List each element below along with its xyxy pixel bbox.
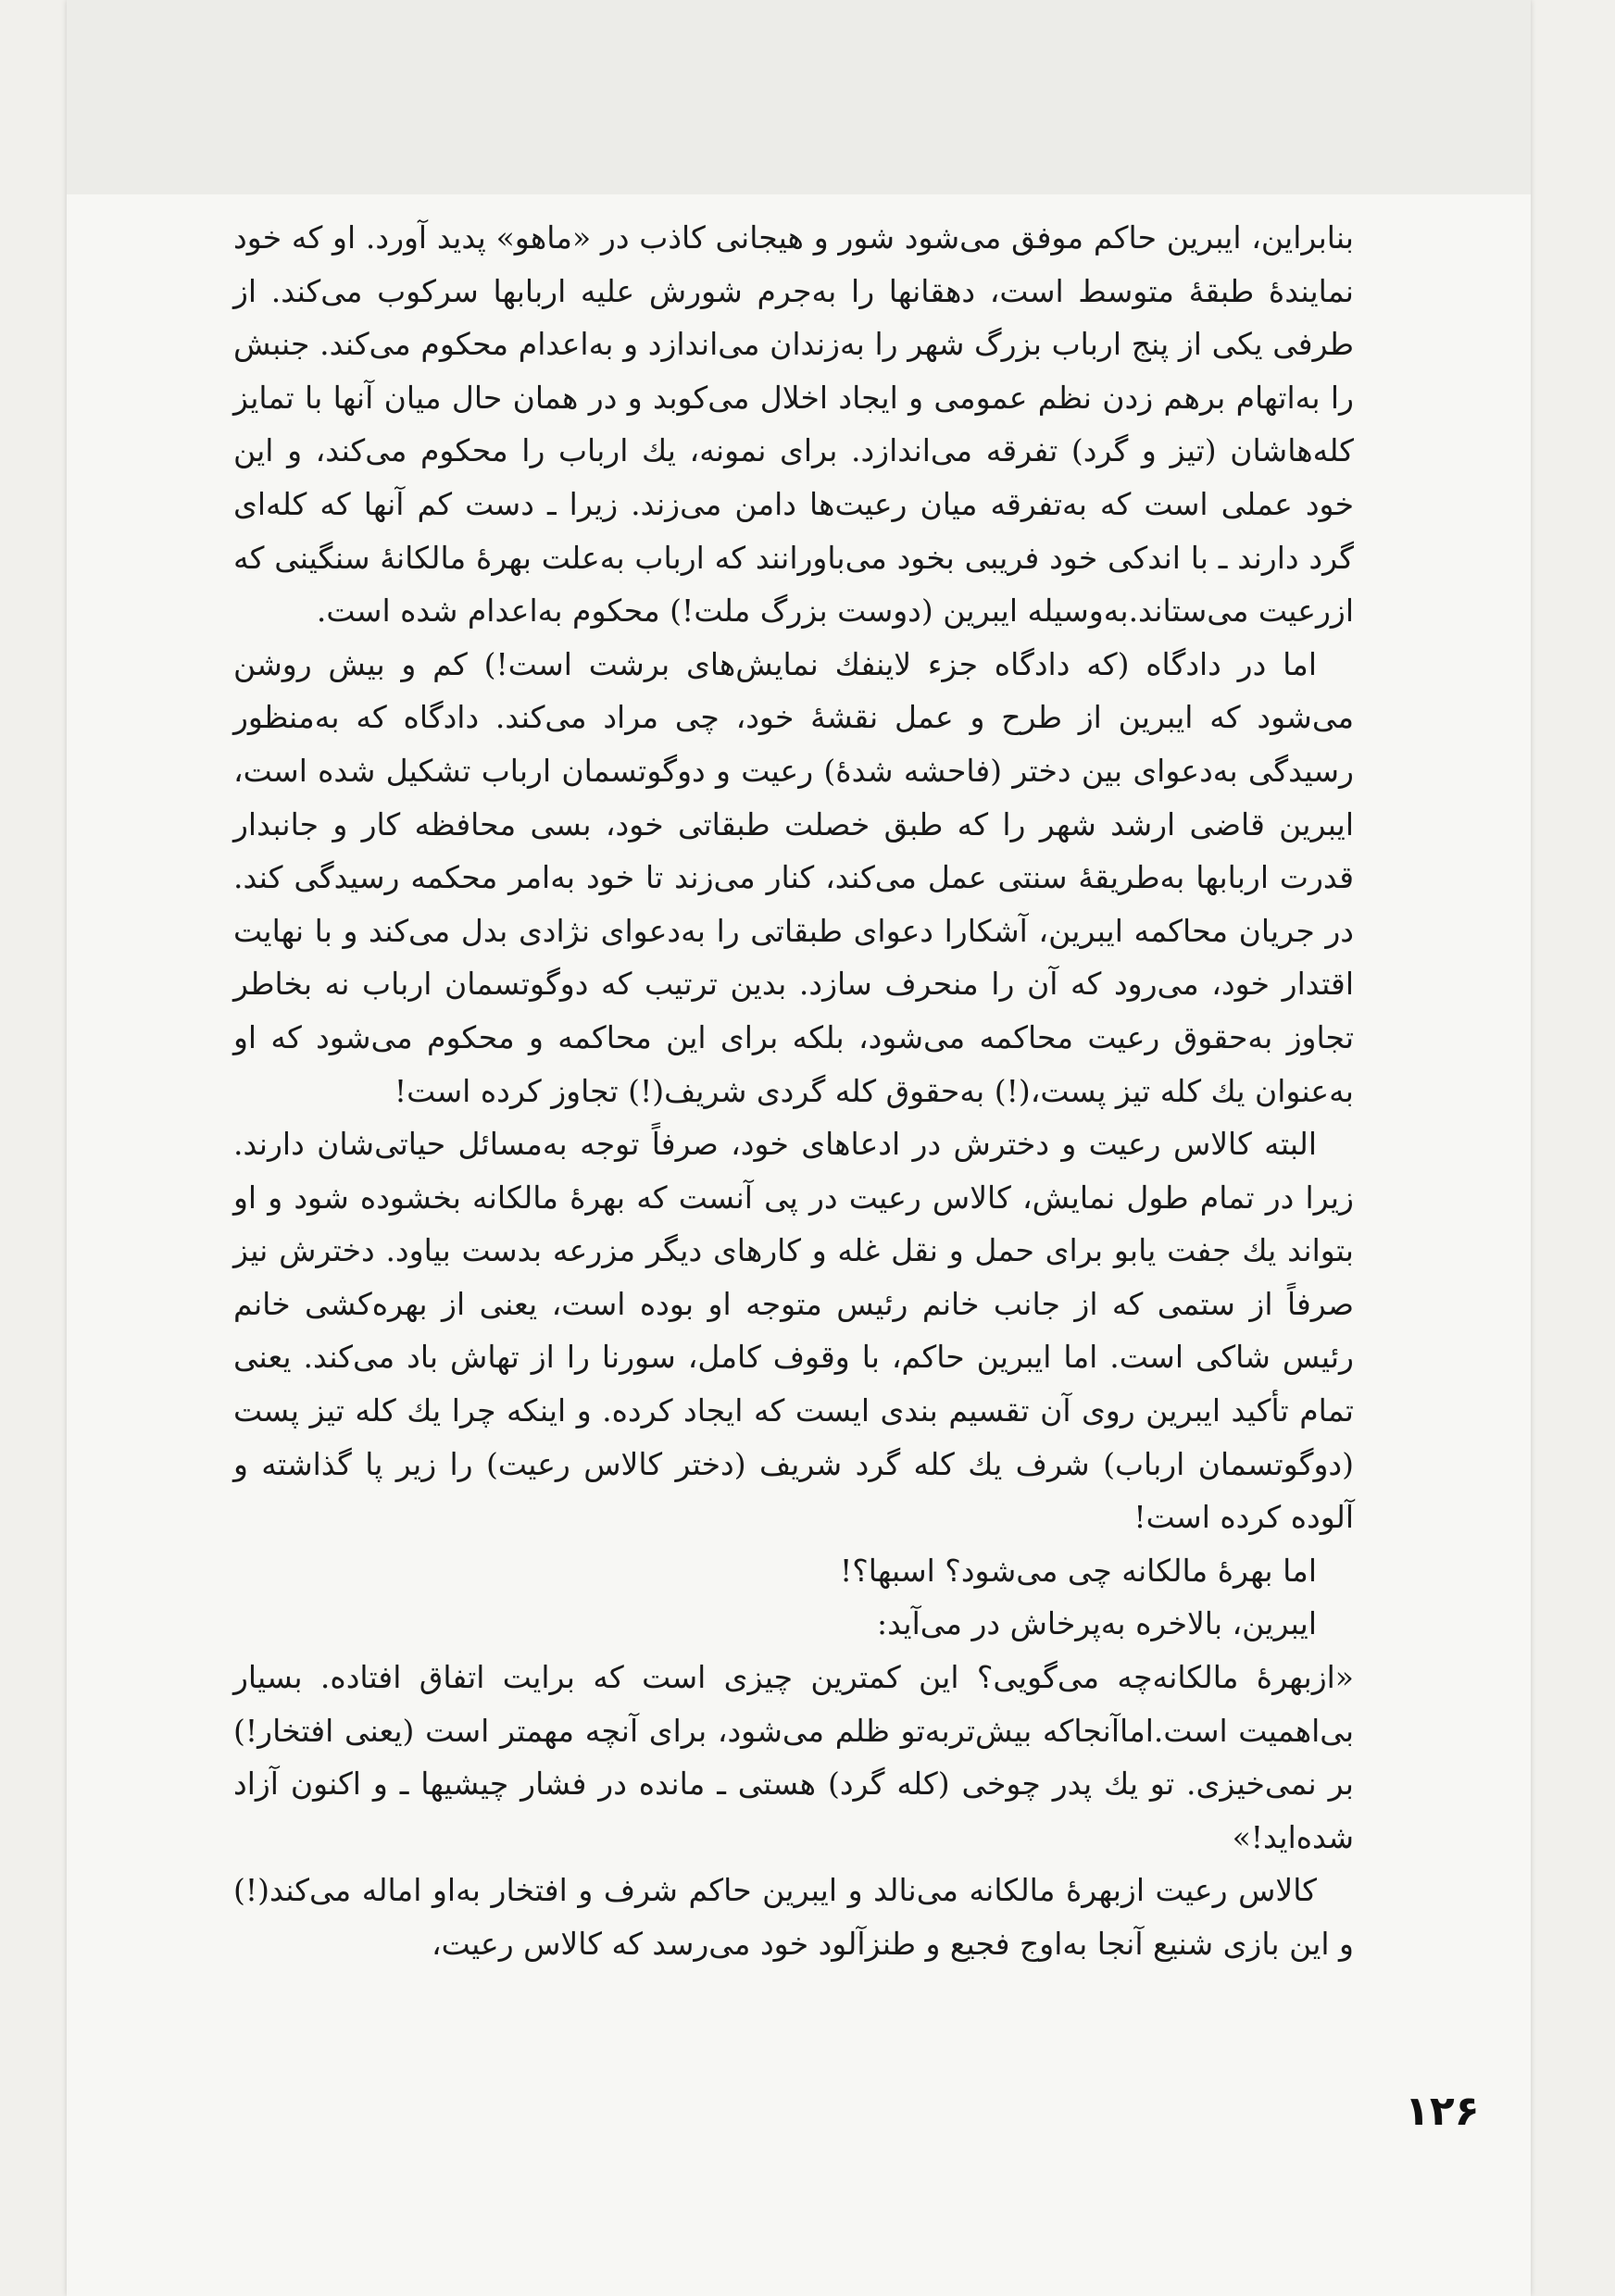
- paragraph: بنابراین، ایبرین حاکم موفق می‌شود شور و هیجانی کاذب در «ماهو» پدید آورد. او که خود نمایندهٔ طبقهٔ متوسط است، دهقانها را به‌جرم شورش علیه اربابها سرکوب می‌کند. از طرفی یکی از پنج ارباب بزرگ شهر را به‌زندان می‌اندازد و به‌اعدام محکوم می‌کند. جنبش را به‌اتهام برهم زدن نظم عمومی و ایجاد اخلال می‌کوبد و در همان حال میان آنها با تمایز کله‌هاشان (تیز و گرد) تفرقه می‌اندازد. برای نمونه، یك ارباب را محکوم می‌کند، و این خود عملی است که به‌تفرقه میان رعیت‌ها دامن می‌زند. زیرا ـ دست کم آنها که کله‌ای گرد دارند ـ با اندکی خود فریبی بخود می‌باورانند که ارباب به‌علت بهرهٔ مالکانهٔ سنگینی که ازرعیت می‌ستاند.به‌وسیله ایبرین (دوست بزرگ ملت!) محکوم به‌اعدام شده است.: [233, 219, 1354, 630]
- paragraph: البته کالاس رعیت و دخترش در ادعاهای خود، صرفاً توجه به‌مسائل حیاتی‌شان دارند. زیرا در تمام طول نمایش، کالاس رعیت در پی آنست که بهرهٔ مالکانه بخشوده شود و او بتواند یك جفت یابو برای حمل و نقل غله و کارهای دیگر مزرعه بدست بیاود. دخترش نیز صرفاً از ستمی که از جانب خانم رئیس متوجه او بوده است، یعنی از بهره‌کشی خانم رئیس شاکی است. اما ایبرین حاکم، با وقوف کامل، سورنا را از تهاش باد می‌کند. یعنی تمام تأکید ایبرین روی آن تقسیم بندی ایست که ایجاد کرده. و اینکه چرا یك کله تیز پست (دوگوتسمان ارباب) شرف یك کله گرد شریف (دختر کالاس رعیت) را زیر پا گذاشته و آلوده کرده است!: [233, 1126, 1354, 1536]
- paragraph: کالاس رعیت ازبهرهٔ مالکانه می‌نالد و ایبرین حاکم شرف و افتخار به‌او اماله می‌کند(!) و این بازی شنیع آنجا به‌اوج فجیع و طنزآلود خود می‌رسد که کالاس رعیت،: [233, 1872, 1354, 1962]
- paragraph: اما در دادگاه (که دادگاه جزء لاینفك نمایش‌های برشت است!) کم و بیش روشن می‌شود که ایبرین از طرح و عمل نقشهٔ خود، چی مراد می‌کند. دادگاه که به‌منظور رسیدگی به‌دعوای بین دختر (فاحشه شدهٔ) رعیت و دوگوتسمان ارباب تشکیل شده است، ایبرین قاضی ارشد شهر را که طبق خصلت طبقاتی خود، بسی محافظه کار و جانبدار قدرت اربابها به‌طریقهٔ سنتی عمل می‌کند، کنار می‌زند تا خود به‌امر محکمه رسیدگی کند. در جریان محاکمه ایبرین، آشکارا دعوای طبقاتی را به‌دعوای نژادی بدل می‌کند و با نهایت اقتدار خود، می‌رود که آن را منحرف سازد. بدین ترتیب که دوگوتسمان ارباب نه بخاطر تجاوز به‌حقوق رعیت محاکمه می‌شود، بلکه برای این محاکمه و محکوم می‌شود که او به‌عنوان یك کله تیز پست،(!) به‌حقوق کله گردی شریف(!) تجاوز کرده است!: [233, 645, 1354, 1109]
- body-text: [233, 211, 1354, 1971]
- page-header-band: [67, 0, 1531, 194]
- paragraph: ایبرین، بالاخره به‌پرخاش در می‌آید:: [876, 1605, 1317, 1642]
- quotation-paragraph: «ازبهرهٔ مالکانه‌چه می‌گویی؟ این کمترین چیزی است که برایت اتفاق افتاده. بسیار بی‌اهمیت است.اماآنجاکه بیش‌تربه‌تو ظلم می‌شود، برای آنچه مهمتر است (یعنی افتخار!) بر نمی‌خیزی. تو یك پدر چوخی (کله گرد) هستی ـ مانده در فشار چیشیها ـ و اکنون آزاد شده‌اید!»: [233, 1659, 1354, 1855]
- paragraph: اما بهرهٔ مالکانه چی می‌شود؟ اسبها؟!: [840, 1552, 1317, 1589]
- book-page: [67, 0, 1531, 2296]
- page-number: ۱۲۶: [1405, 2088, 1480, 2135]
